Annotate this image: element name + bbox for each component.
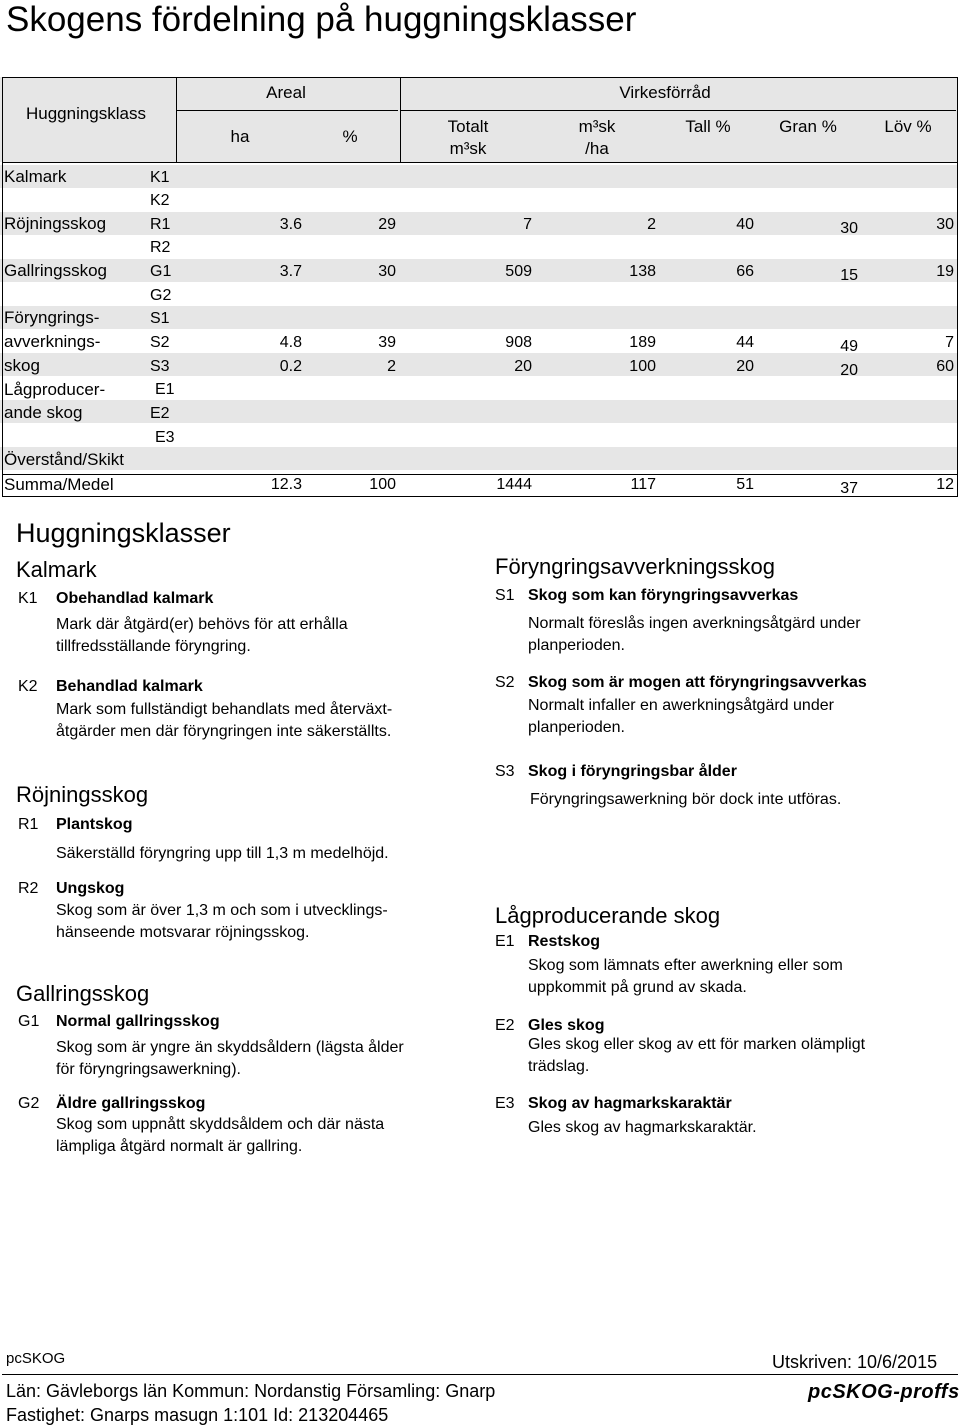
legend-heading: Huggningsklasser (16, 518, 231, 548)
cell-summa-gran: 37 (840, 480, 858, 497)
table-top-border (2, 77, 958, 78)
cell-s2-totalt: 908 (505, 334, 532, 351)
code-r2: R2 (150, 239, 171, 256)
code-k1: K1 (150, 169, 170, 186)
header-huggningsklass: Huggningsklass (25, 104, 146, 123)
header-areal: Areal (266, 83, 306, 102)
areal-underline (176, 110, 398, 111)
legend-name-s1: Skog som kan föryngringsavverkas (528, 587, 799, 604)
legend-name-k2: Behandlad kalmark (56, 678, 203, 695)
cell-s3-pct: 2 (387, 358, 396, 375)
cell-s2-gran: 49 (840, 338, 858, 355)
legend-name-r2: Ungskog (56, 880, 125, 897)
cell-g1-m3ha: 138 (629, 263, 656, 280)
code-k2: K2 (150, 192, 170, 209)
legend-desc-g2: lämpliga åtgärd normalt är gallring. (56, 1138, 303, 1155)
legend-code-k1: K1 (18, 590, 38, 607)
header-tall: Tall % (685, 117, 731, 136)
cell-g1-pct: 30 (378, 263, 396, 280)
legend-desc-g2: Skog som uppnått skyddsåldem och där nästa (56, 1116, 385, 1133)
legend-desc-r1: Säkerställd föryngring upp till 1,3 m medelhöjd. (56, 845, 389, 862)
cell-r1-lov: 30 (936, 216, 954, 233)
cell-r1-totalt: 7 (523, 216, 532, 233)
legend-desc-g1: Skog som är yngre än skyddsåldern (lägsta ålder (56, 1039, 404, 1056)
footer-brand: pcSKOG (6, 1350, 66, 1367)
legend-desc-e1: uppkommit på grund av skada. (528, 979, 747, 996)
huggningsklass-table (0, 0, 960, 500)
page-title: Skogens fördelning på huggningsklasser (6, 0, 637, 39)
legend-code-r1: R1 (18, 816, 39, 833)
legend-foryngring-title: Föryngringsavverkningsskog (495, 554, 776, 579)
table-left-border (2, 77, 3, 497)
code-e1: E1 (155, 381, 175, 398)
legend-desc-s2: Normalt infaller en awerkningsåtgärd under (528, 697, 834, 714)
cell-g1-tall: 66 (736, 263, 754, 280)
legend-name-s2: Skog som är mogen att föryngringsavverkas (528, 674, 867, 691)
legend-name-s3: Skog i föryngringsbar ålder (528, 763, 737, 780)
label-foryngrings: skog (4, 356, 40, 375)
legend-code-s1: S1 (495, 587, 515, 604)
legend-desc-s1: Normalt föreslås ingen averkningsåtgärd under (528, 615, 861, 632)
cell-summa-pct: 100 (369, 476, 396, 493)
label-lagproducerande: Lågproducer- (4, 380, 106, 399)
cell-g1-gran: 15 (840, 267, 858, 284)
label-foryngrings: avverknings- (4, 332, 101, 351)
cell-summa-lov: 12 (936, 476, 954, 493)
header-lov: Löv % (884, 117, 932, 136)
cell-g1-totalt: 509 (505, 263, 532, 280)
legend-desc-k2: Mark som fullständigt behandlats med återväxt- (56, 701, 393, 718)
legend-code-e1: E1 (495, 933, 515, 950)
code-g1: G1 (150, 263, 172, 280)
label-rojningsskog: Röjningsskog (4, 214, 107, 233)
header-m3ha: m³sk (578, 117, 616, 136)
legend-name-g2: Äldre gallringsskog (56, 1095, 206, 1112)
header-gran: Gran % (779, 117, 837, 136)
cell-r1-tall: 40 (736, 216, 754, 233)
header-totalt-unit: m³sk (449, 139, 487, 158)
legend-code-k2: K2 (18, 678, 38, 695)
header-ha: ha (230, 127, 250, 146)
legend-desc-k1: Mark där åtgärd(er) behövs för att erhålla (56, 616, 348, 633)
legend-rojning-title: Röjningsskog (16, 782, 149, 807)
table-row-s1 (0, 306, 958, 329)
legend-desc-e2: trädslag. (528, 1058, 590, 1075)
cell-s3-totalt: 20 (514, 358, 532, 375)
header-virkesforrad: Virkesförråd (619, 83, 711, 102)
code-s2: S2 (150, 334, 170, 351)
label-gallringsskog: Gallringsskog (4, 261, 107, 280)
label-foryngrings: Föryngrings- (4, 308, 100, 327)
legend-gallring-title: Gallringsskog (16, 981, 150, 1006)
footer-printed-date: Utskriven: 10/6/2015 (772, 1352, 938, 1372)
cell-r1-pct: 29 (378, 216, 396, 233)
legend-desc-s3: Föryngringsawerkning bör dock inte utföras. (530, 791, 842, 808)
cell-s3-tall: 20 (736, 358, 754, 375)
legend-name-e1: Restskog (528, 933, 601, 950)
legend-code-e2: E2 (495, 1017, 515, 1034)
code-s3: S3 (150, 358, 170, 375)
cell-r1-gran: 30 (840, 220, 858, 237)
cell-g1-lov: 19 (936, 263, 954, 280)
footer-logo: pcSKOG-proffs (808, 1381, 960, 1403)
code-g2: G2 (150, 287, 172, 304)
cell-s2-m3ha: 189 (629, 334, 656, 351)
legend-code-s2: S2 (495, 674, 515, 691)
footer-divider (2, 1374, 958, 1375)
cell-s3-lov: 60 (936, 358, 954, 375)
legend-name-e2: Gles skog (528, 1017, 605, 1034)
legend-desc-s1: planperioden. (528, 637, 625, 654)
cell-summa-tall: 51 (736, 476, 754, 493)
table-row-k1 (0, 165, 958, 188)
legend-desc-e3: Gles skog av hagmarkskaraktär. (528, 1119, 757, 1136)
table-right-border (957, 77, 958, 497)
cell-g1-ha: 3.7 (279, 263, 302, 280)
col-divider (176, 77, 177, 162)
footer-location: Län: Gävleborgs län Kommun: Nordanstig Församling: Gnarp (6, 1381, 496, 1401)
legend-lagprod-title: Lågproducerande skog (495, 903, 721, 928)
code-r1: R1 (150, 216, 171, 233)
cell-s3-gran: 20 (840, 362, 858, 379)
cell-s3-ha: 0.2 (279, 358, 302, 375)
legend-code-g1: G1 (18, 1013, 40, 1030)
legend-code-e3: E3 (495, 1095, 515, 1112)
code-s1: S1 (150, 310, 170, 327)
legend-code-g2: G2 (18, 1095, 40, 1112)
legend-desc-e1: Skog som lämnats efter awerkning eller som (528, 957, 843, 974)
virkesforrad-underline (400, 110, 956, 111)
legend-desc-g1: för föryngringsawerkning). (56, 1061, 241, 1078)
legend-kalmark-title: Kalmark (16, 557, 97, 582)
legend-code-r2: R2 (18, 880, 39, 897)
label-kalmark: Kalmark (4, 167, 67, 186)
cell-summa-m3ha: 117 (630, 476, 656, 493)
label-summa: Summa/Medel (4, 475, 114, 494)
cell-s2-ha: 4.8 (279, 334, 302, 351)
code-e3: E3 (155, 429, 175, 446)
cell-s2-tall: 44 (736, 334, 754, 351)
legend-desc-e2: Gles skog eller skog av ett för marken olämpligt (528, 1036, 866, 1053)
legend-name-r1: Plantskog (56, 816, 133, 833)
cell-summa-ha: 12.3 (270, 476, 302, 493)
legend-code-s3: S3 (495, 763, 515, 780)
cell-r1-ha: 3.6 (279, 216, 302, 233)
header-totalt: Totalt (447, 117, 489, 136)
col-divider (400, 77, 401, 162)
legend-desc-r2: hänseende motsvarar röjningsskog. (56, 924, 310, 941)
cell-summa-totalt: 1444 (496, 476, 532, 493)
cell-s2-lov: 7 (945, 334, 954, 351)
legend-desc-r2: Skog som är över 1,3 m och som i utvecklings- (56, 902, 388, 919)
legend-name-k1: Obehandlad kalmark (56, 590, 214, 607)
legend-name-g1: Normal gallringsskog (56, 1013, 220, 1030)
cell-s2-pct: 39 (378, 334, 396, 351)
cell-r1-m3ha: 2 (647, 216, 656, 233)
label-lagproducerande: ande skog (4, 403, 83, 422)
footer-property: Fastighet: Gnarps masugn 1:101 Id: 213204465 (6, 1405, 389, 1425)
label-overstand: Överstånd/Skikt (4, 450, 124, 469)
code-e2: E2 (150, 405, 170, 422)
header-pct: % (342, 127, 358, 146)
header-bottom-border (2, 162, 958, 163)
legend-desc-s2: planperioden. (528, 719, 625, 736)
legend-name-e3: Skog av hagmarkskaraktär (528, 1095, 732, 1112)
legend-desc-k1: tillfredsställande föryngring. (56, 638, 251, 655)
cell-s3-m3ha: 100 (629, 358, 656, 375)
table-row-e2 (0, 400, 958, 423)
table-row-overstand (0, 447, 958, 470)
header-m3ha-unit: /ha (585, 139, 609, 158)
legend-desc-k2: åtgärder men där föryngringen inte säkerställts. (56, 723, 392, 740)
